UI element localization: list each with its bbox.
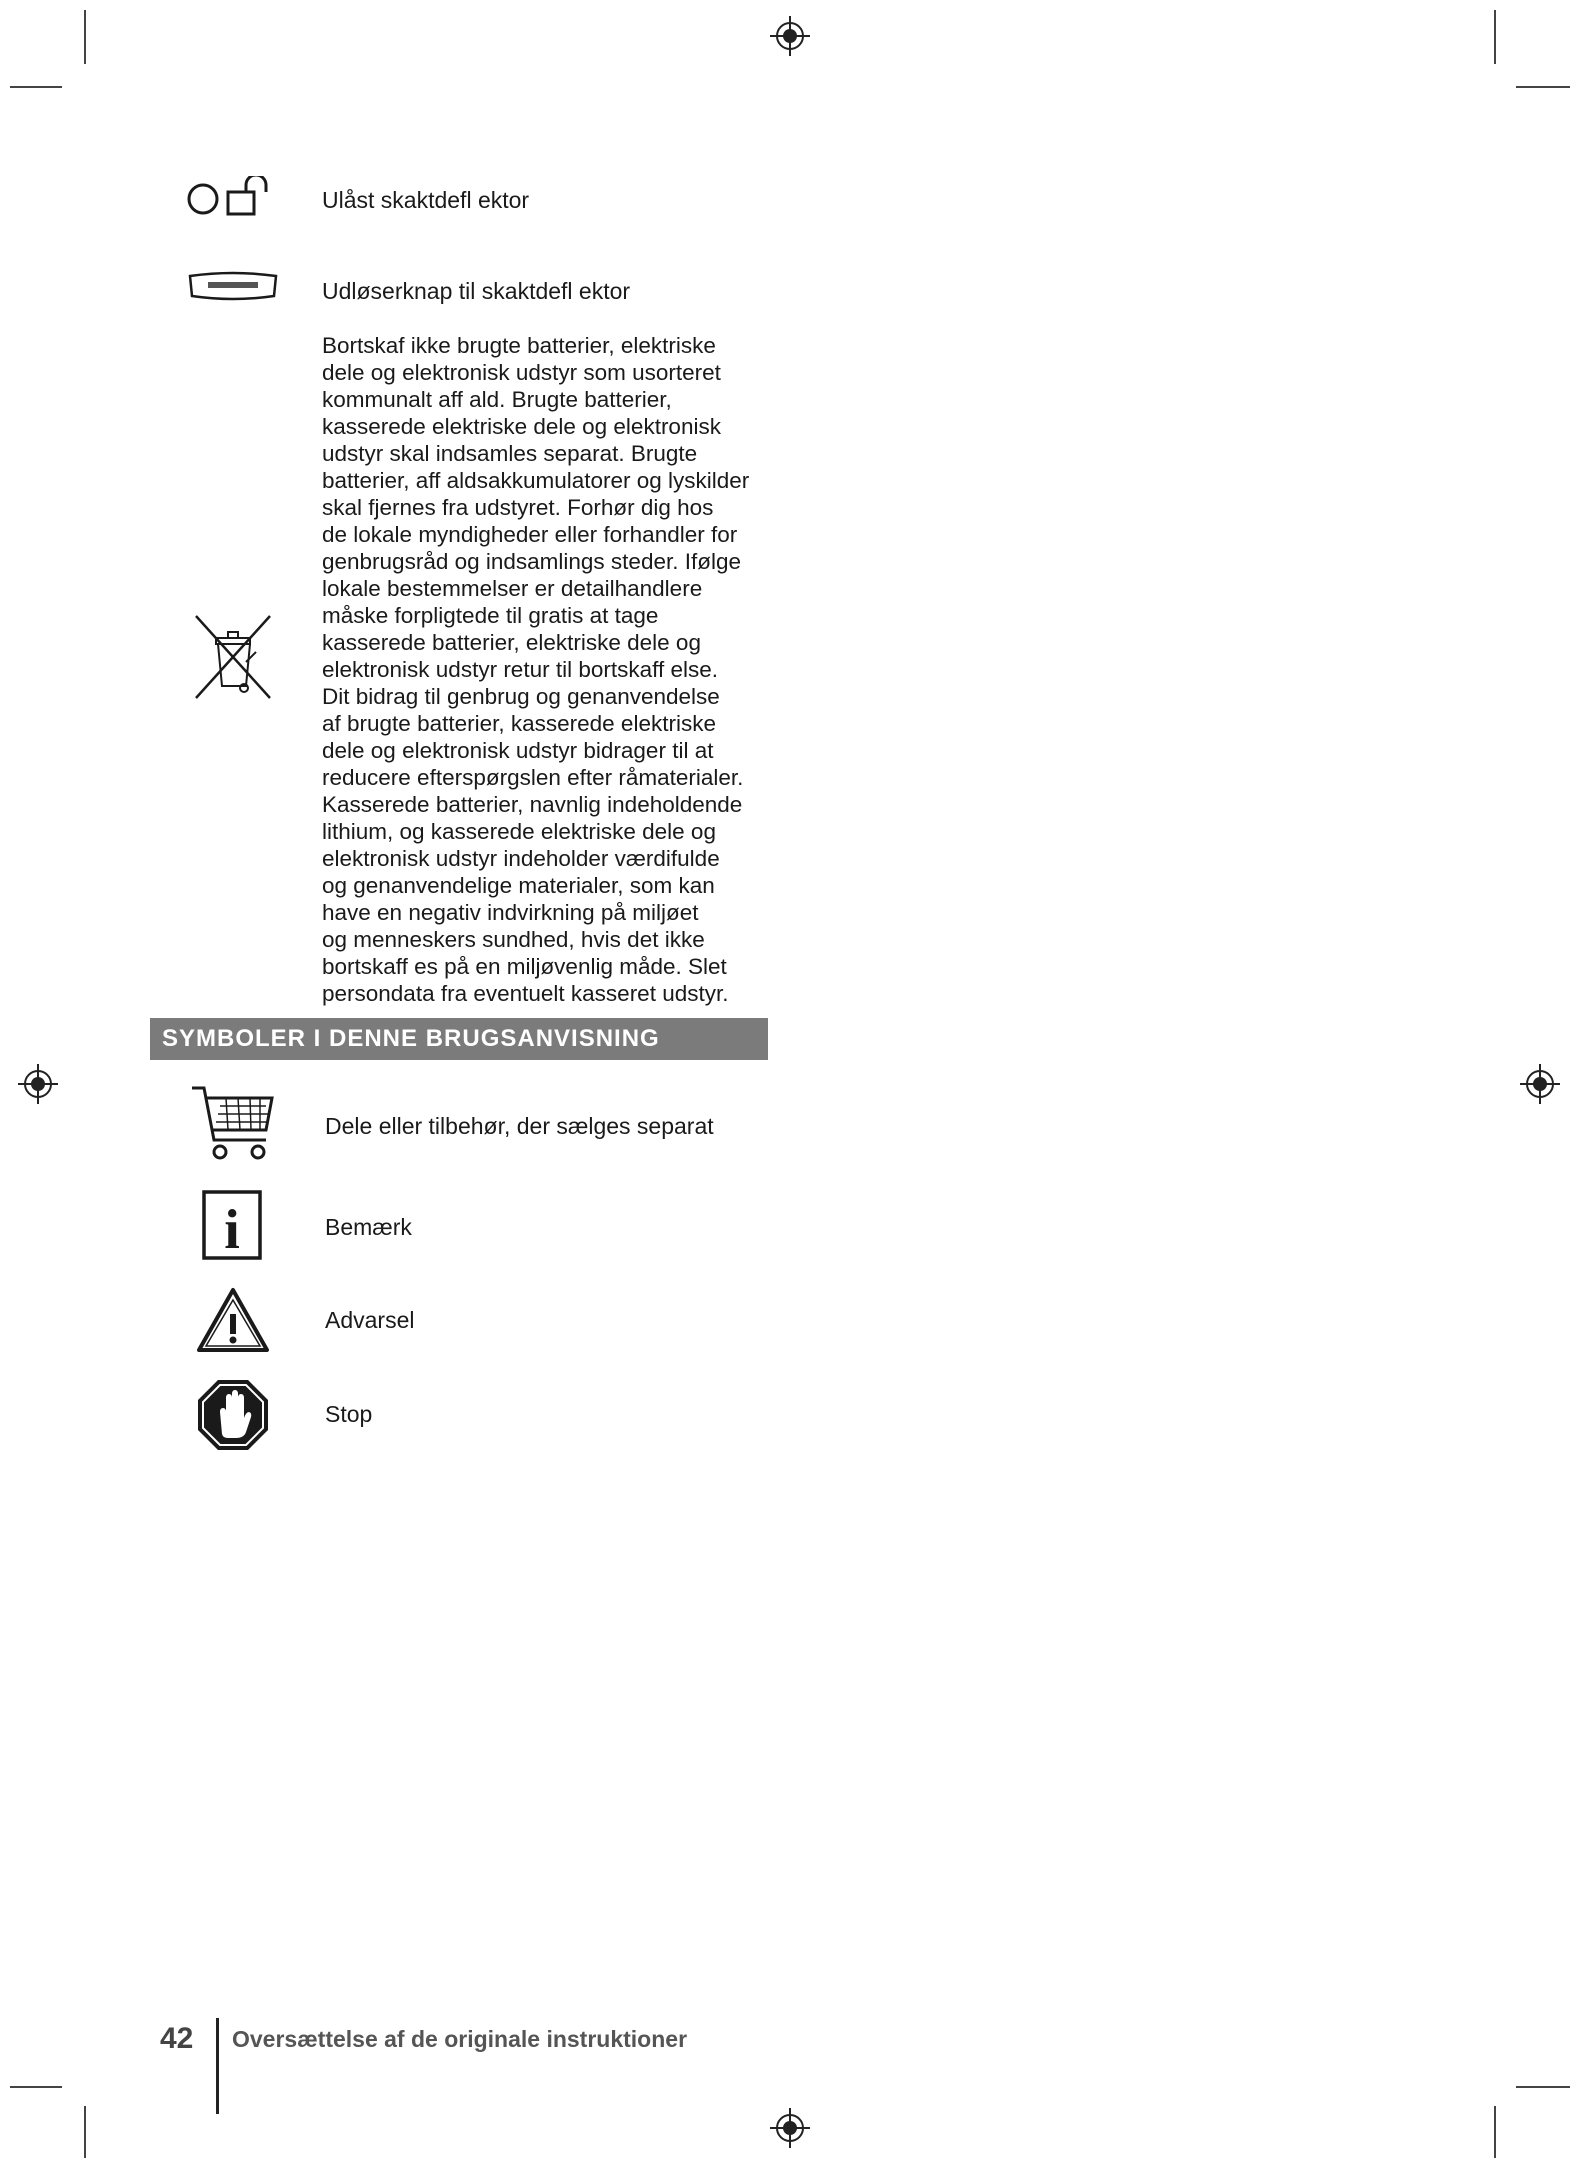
crossed-bin-icon [190, 612, 276, 702]
shopping-cart-icon [190, 1084, 276, 1164]
text-line: batterier, aff aldsakkumulatorer og lyskilder [322, 468, 750, 493]
page-number: 42 [160, 2022, 194, 2055]
crop-mark [84, 2106, 86, 2158]
text-line: have en negativ indvirkning på miljøet [322, 900, 699, 925]
footer-divider [216, 2018, 219, 2114]
text-line: måske forpligtede til gratis at tage [322, 603, 659, 628]
text-line: Dit bidrag til genbrug og genanvendelse [322, 684, 720, 709]
crop-mark [1516, 86, 1570, 88]
text-line: Kasserede batterier, navnlig indeholdende [322, 792, 743, 817]
text-line: og genanvendelige materialer, som kan [322, 873, 715, 898]
text-line: og menneskers sundhed, hvis det ikke [322, 927, 705, 952]
symbol-label: Ulåst skaktdefl ektor [322, 187, 530, 213]
text-line: elektronisk udstyr retur til bortskaff else. [322, 657, 718, 682]
footer-text: Oversættelse af de originale instruktioner [232, 2026, 688, 2052]
registration-mark-icon [768, 14, 812, 58]
symbol-label: Stop [325, 1401, 373, 1427]
text-line: Bortskaf ikke brugte batterier, elektriske [322, 333, 716, 358]
text-line: elektronisk udstyr indeholder værdifulde [322, 846, 720, 871]
text-line: persondata fra eventuelt kasseret udstyr. [322, 981, 729, 1006]
symbol-label: Bemærk [325, 1214, 412, 1240]
section-heading: SYMBOLER I DENNE BRUGSANVISNING [150, 1018, 768, 1060]
text-line: dele og elektronisk udstyr bidrager til at [322, 738, 714, 763]
warning-icon [196, 1286, 270, 1354]
crop-mark [1494, 2106, 1496, 2158]
registration-mark-icon [1518, 1062, 1562, 1106]
symbol-label: Dele eller tilbehør, der sælges separat [325, 1113, 714, 1139]
text-line: de lokale myndigheder eller forhandler for [322, 522, 738, 547]
release-button-icon [186, 268, 280, 304]
symbol-label: Udløserknap til skaktdefl ektor [322, 278, 631, 304]
crop-mark [10, 2086, 62, 2088]
text-line: genbrugsråd og indsamlings steder. Ifølge [322, 549, 741, 574]
text-line: kasserede batterier, elektriske dele og [322, 630, 701, 655]
text-line: af brugte batterier, kasserede elektriske [322, 711, 716, 736]
text-line: udstyr skal indsamles separat. Brugte [322, 441, 698, 466]
text-line: skal fjernes fra udstyret. Forhør dig hos [322, 495, 714, 520]
crop-mark [84, 10, 86, 64]
text-line: kommunalt aff ald. Brugte batterier, [322, 387, 672, 412]
weee-paragraph [322, 332, 782, 1007]
symbol-label: Advarsel [325, 1307, 415, 1333]
text-line: reducere efterspørgslen efter råmaterialer. [322, 765, 744, 790]
crop-mark [1516, 2086, 1570, 2088]
registration-mark-icon [16, 1062, 60, 1106]
text-line: lithium, og kasserede elektriske dele og [322, 819, 716, 844]
text-line: bortskaff es på en miljøvenlig måde. Slet [322, 954, 727, 979]
registration-mark-icon [768, 2106, 812, 2150]
text-line: dele og elektronisk udstyr som usorteret [322, 360, 721, 385]
unlocked-deflector-icon [186, 176, 278, 222]
crop-mark [1494, 10, 1496, 64]
text-line: lokale bestemmelser er detailhandlere [322, 576, 703, 601]
svg-text:i: i [224, 1199, 240, 1260]
stop-hand-icon [196, 1378, 270, 1452]
info-icon [202, 1190, 262, 1260]
crop-mark [10, 86, 62, 88]
text-line: kasserede elektriske dele og elektronisk [322, 414, 721, 439]
